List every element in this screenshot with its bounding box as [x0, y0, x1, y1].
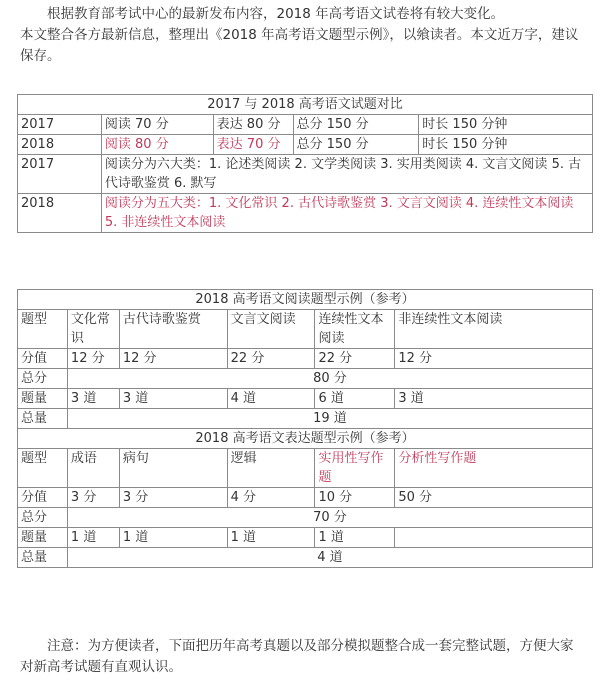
question-types-table [17, 289, 593, 568]
reading-score-cell: 阅读 70 分 [101, 115, 213, 135]
expression-score-cell: 表达 70 分 [213, 135, 293, 155]
count-cell: 4 道 [227, 389, 315, 409]
score-cell: 22 分 [315, 349, 395, 369]
score-cell: 4 分 [227, 488, 315, 508]
table-row [18, 548, 593, 568]
comparison-table [17, 94, 593, 233]
row-label: 题型 [18, 449, 68, 488]
reading-score-cell: 阅读 80 分 [101, 135, 213, 155]
row-label: 总量 [18, 409, 68, 429]
type-cell: 连续性文本阅读 [315, 310, 395, 349]
total-score-cell: 总分 150 分 [293, 115, 419, 135]
type-cell: 文化常识 [67, 310, 119, 349]
note-paragraph: 注意：为方便读者，下面把历年高考真题以及部分模拟题整合成一套完整试题，方便大家对新高考试题有直观认识。 [20, 638, 574, 675]
total-count-cell: 19 道 [67, 409, 592, 429]
year-cell: 2018 [18, 135, 102, 155]
table-row [18, 115, 593, 135]
row-label: 总量 [18, 548, 68, 568]
row-label: 分值 [18, 488, 68, 508]
intro-line-1: 根据教育部考试中心的最新发布内容，2018 年高考语文试卷将有较大变化。 [47, 6, 505, 22]
total-count-cell: 4 道 [67, 548, 592, 568]
intro-line-2: 本文整合各方最新信息，整理出《2018 年高考语文题型示例》，以飨读者。本文近万字，建议保存。 [20, 27, 579, 64]
count-cell: 1 道 [227, 528, 315, 548]
type-cell: 逻辑 [227, 449, 315, 488]
total-score-cell: 70 分 [67, 508, 592, 528]
table-row [18, 528, 593, 548]
type-cell: 非连续性文本阅读 [395, 310, 593, 349]
score-cell: 12 分 [119, 349, 227, 369]
table-row [18, 155, 593, 194]
row-label: 总分 [18, 508, 68, 528]
reading-categories-cell: 阅读分为五大类：1. 文化常识 2. 古代诗歌鉴赏 3. 文言文阅读 4. 连续性文本阅读 5. 非连续性文本阅读 [101, 194, 592, 233]
type-cell: 实用性写作题 [315, 449, 395, 488]
comparison-title: 2017 与 2018 高考语文试题对比 [18, 95, 593, 115]
count-cell: 1 道 [67, 528, 119, 548]
table-row [18, 409, 593, 429]
table-row [18, 369, 593, 389]
count-cell: 3 道 [119, 389, 227, 409]
table-row [18, 194, 593, 233]
table-row [18, 135, 593, 155]
count-cell: 3 道 [395, 389, 593, 409]
row-label: 分值 [18, 349, 68, 369]
table-row [18, 508, 593, 528]
total-score-cell: 总分 150 分 [293, 135, 419, 155]
year-cell: 2017 [18, 115, 102, 135]
row-label: 题量 [18, 528, 68, 548]
type-cell: 古代诗歌鉴赏 [119, 310, 227, 349]
count-cell: 6 道 [315, 389, 395, 409]
table-row [18, 449, 593, 488]
duration-cell: 时长 150 分钟 [419, 135, 593, 155]
score-cell: 12 分 [395, 349, 593, 369]
table-row [18, 488, 593, 508]
type-cell: 成语 [67, 449, 119, 488]
row-label: 题型 [18, 310, 68, 349]
score-cell: 3 分 [67, 488, 119, 508]
intro-paragraph [20, 4, 580, 67]
row-label: 总分 [18, 369, 68, 389]
year-cell: 2018 [18, 194, 102, 233]
score-cell: 3 分 [119, 488, 227, 508]
table-row [18, 389, 593, 409]
reading-categories-cell: 阅读分为六大类：1. 论述类阅读 2. 文学类阅读 3. 实用类阅读 4. 文言文阅读 5. 古代诗歌鉴赏 6. 默写 [101, 155, 592, 194]
expression-score-cell: 表达 80 分 [213, 115, 293, 135]
score-cell: 50 分 [395, 488, 593, 508]
row-label: 题量 [18, 389, 68, 409]
total-score-cell: 80 分 [67, 369, 592, 389]
count-cell: 1 道 [119, 528, 227, 548]
score-cell: 22 分 [227, 349, 315, 369]
type-cell: 分析性写作题 [395, 449, 593, 488]
type-cell: 文言文阅读 [227, 310, 315, 349]
duration-cell: 时长 150 分钟 [419, 115, 593, 135]
table-row [18, 310, 593, 349]
score-cell: 10 分 [315, 488, 395, 508]
type-cell: 病句 [119, 449, 227, 488]
count-cell: 3 道 [67, 389, 119, 409]
reading-table-title: 2018 高考语文阅读题型示例（参考） [18, 290, 593, 310]
count-cell [395, 528, 593, 548]
table-row [18, 349, 593, 369]
expression-table-title: 2018 高考语文表达题型示例（参考） [18, 429, 593, 449]
score-cell: 12 分 [67, 349, 119, 369]
count-cell: 1 道 [315, 528, 395, 548]
year-cell: 2017 [18, 155, 102, 194]
